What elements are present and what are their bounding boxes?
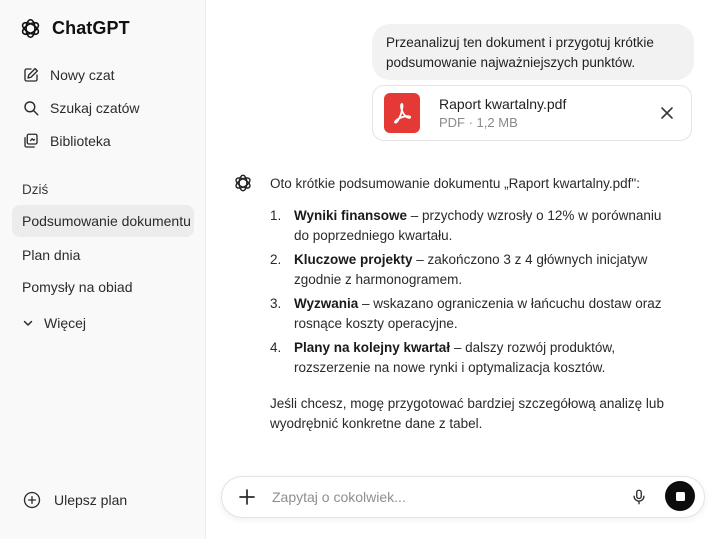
list-item-number: 3. (270, 296, 282, 311)
list-item-number: 2. (270, 252, 282, 267)
attachment-card[interactable] (372, 85, 692, 141)
assistant-avatar-icon (232, 172, 254, 194)
list-item-text: – zakończono 3 z 4 głównych inicjatyw zgodnie z harmonogramem. (294, 252, 648, 287)
chevron-down-icon (22, 317, 34, 329)
new-chat-label: Nowy czat (50, 67, 115, 83)
list-item-text: – dalszy rozwój produktów, rozszerzenie na nowe rynki i optymalizacja kosztów. (294, 340, 616, 375)
history-item-summary[interactable] (12, 205, 194, 237)
plus-circle-icon (22, 490, 42, 510)
list-item-title: Plany na kolejny kwartał (294, 340, 451, 355)
library-button[interactable] (12, 126, 194, 156)
attachment-name: Raport kwartalny.pdf (439, 96, 567, 112)
app-name: ChatGPT (52, 18, 130, 38)
show-more-label: Więcej (44, 315, 87, 331)
list-item-text: – wskazano ograniczenia w łańcuchu dostaw oraz rosnące koszty operacyjne. (294, 296, 662, 331)
chatgpt-logo-icon (18, 16, 43, 41)
assistant-intro: Oto krótkie podsumowanie dokumentu „Raport kwartalny.pdf": (270, 176, 640, 191)
composer (221, 476, 705, 518)
list-item (270, 294, 680, 334)
list-item-text: – przychody wzrosły o 12% w porównaniu do poprzedniego kwartału. (294, 208, 662, 243)
pdf-icon (384, 93, 420, 133)
history-item-lunch-ideas[interactable] (12, 271, 194, 303)
history-item-label: Podsumowanie dokumentu (22, 213, 191, 229)
stop-icon (676, 492, 685, 501)
library-label: Biblioteka (50, 133, 111, 149)
attachment-details: PDF · 1,2 MB (439, 115, 518, 130)
search-icon (22, 99, 40, 117)
sidebar (0, 0, 206, 539)
chat-main (206, 0, 720, 539)
search-chats-label: Szukaj czatów (50, 100, 140, 116)
list-item (270, 206, 680, 246)
assistant-outro: Jeśli chcesz, mogę przygotować bardziej szczegółową analizę lub wyodrębnić konkretne dane z tabel. (270, 396, 664, 431)
history-item-label: Plan dnia (22, 247, 81, 263)
upgrade-plan-button[interactable] (22, 490, 127, 510)
upgrade-plan-label: Ulepsz plan (54, 492, 128, 508)
list-item-title: Kluczowe projekty (294, 252, 413, 267)
list-item-number: 4. (270, 340, 282, 355)
list-item (270, 250, 680, 290)
edit-icon (22, 66, 40, 84)
user-message: Przeanalizuj ten dokument i przygotuj krótkie podsumowanie najważniejszych punktów. (372, 24, 694, 80)
list-item-title: Wyzwania (294, 296, 359, 311)
list-item-title: Wyniki finansowe (294, 208, 408, 223)
brand[interactable] (18, 16, 130, 41)
message-input[interactable] (272, 489, 602, 505)
list-item-number: 1. (270, 208, 282, 223)
new-chat-button[interactable] (12, 60, 194, 90)
search-chats-button[interactable] (12, 93, 194, 123)
show-more-button[interactable] (22, 315, 86, 331)
assistant-message (270, 174, 680, 434)
history-item-label: Pomysły na obiad (22, 279, 133, 295)
add-attachment-icon[interactable] (238, 488, 256, 506)
remove-attachment-button[interactable] (657, 103, 677, 123)
history-section-label: Dziś (22, 182, 49, 197)
microphone-icon[interactable] (630, 488, 648, 506)
list-item (270, 338, 680, 378)
history-item-day-plan[interactable] (12, 239, 194, 271)
summary-list (270, 206, 680, 378)
library-icon (22, 132, 40, 150)
stop-generation-button[interactable] (665, 481, 695, 511)
close-icon (660, 106, 674, 120)
attachment-meta (439, 96, 566, 130)
